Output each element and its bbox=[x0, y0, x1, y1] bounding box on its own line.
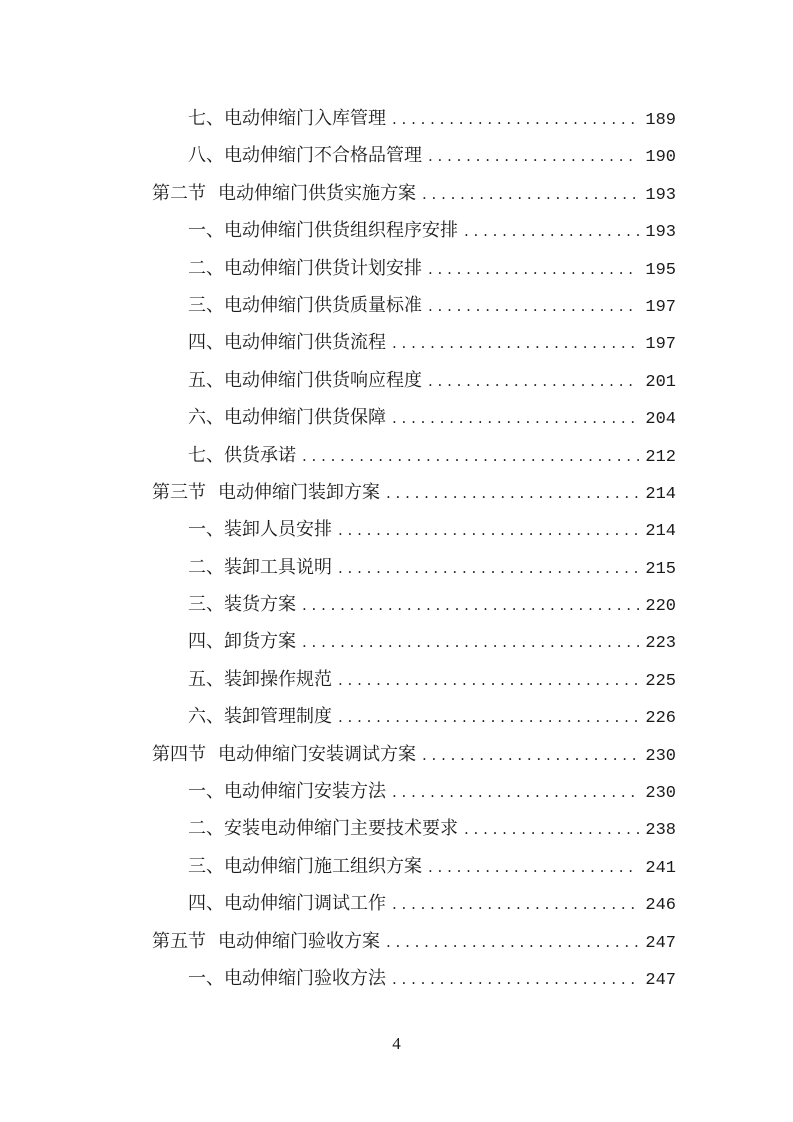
toc-entry-title: 二、装卸工具说明 bbox=[188, 556, 332, 578]
toc-leader-dots bbox=[428, 260, 639, 278]
toc-entry-page: 212 bbox=[645, 447, 676, 467]
toc-entry-page: 215 bbox=[645, 559, 676, 579]
toc-leader-dots bbox=[428, 858, 639, 876]
toc-leader-dots bbox=[338, 559, 639, 577]
toc-entry[interactable] bbox=[152, 403, 676, 440]
toc-section-entry[interactable] bbox=[152, 740, 676, 777]
toc-entry-page: 195 bbox=[645, 260, 676, 280]
toc-entry-title: 一、电动伸缩门安装方法 bbox=[188, 781, 386, 803]
toc-leader-dots bbox=[428, 297, 639, 315]
toc-entry-page: 223 bbox=[645, 634, 676, 654]
toc-entry-page: 214 bbox=[645, 522, 676, 542]
toc-leader-dots bbox=[302, 596, 639, 614]
toc-entry[interactable] bbox=[152, 553, 676, 590]
toc-entry-page: 190 bbox=[645, 148, 676, 168]
toc-leader-dots bbox=[386, 933, 639, 951]
toc-entry-page: 241 bbox=[645, 858, 676, 878]
toc-entry-page: 220 bbox=[645, 597, 676, 617]
toc-entry[interactable] bbox=[152, 852, 676, 889]
toc-entry-title: 三、电动伸缩门施工组织方案 bbox=[188, 855, 422, 877]
toc-entry[interactable] bbox=[152, 254, 676, 291]
toc-entry-title: 八、电动伸缩门不合格品管理 bbox=[188, 145, 422, 167]
toc-section-entry[interactable] bbox=[152, 927, 676, 964]
toc-entry-title: 电动伸缩门验收方案 bbox=[218, 930, 380, 952]
toc-section-entry[interactable] bbox=[152, 179, 676, 216]
toc-leader-dots bbox=[422, 746, 639, 764]
toc-leader-dots bbox=[386, 484, 639, 502]
toc-entry-page: 201 bbox=[645, 372, 676, 392]
toc-entry[interactable] bbox=[152, 328, 676, 365]
toc-entry-page: 226 bbox=[645, 709, 676, 729]
toc-entry-title: 电动伸缩门装卸方案 bbox=[218, 481, 380, 503]
page-number: 4 bbox=[392, 1034, 401, 1053]
table-of-contents bbox=[152, 104, 676, 1001]
toc-entry-title: 四、电动伸缩门调试工作 bbox=[188, 893, 386, 915]
toc-leader-dots bbox=[464, 820, 639, 838]
toc-entry-page: 247 bbox=[645, 933, 676, 953]
toc-entry[interactable] bbox=[152, 702, 676, 739]
toc-entry-page: 247 bbox=[645, 970, 676, 990]
toc-entry-title: 三、电动伸缩门供货质量标准 bbox=[188, 294, 422, 316]
toc-leader-dots bbox=[422, 185, 639, 203]
toc-leader-dots bbox=[392, 970, 639, 988]
toc-entry-title: 四、电动伸缩门供货流程 bbox=[188, 332, 386, 354]
toc-leader-dots bbox=[302, 633, 639, 651]
toc-leader-dots bbox=[392, 110, 639, 128]
toc-leader-dots bbox=[392, 334, 639, 352]
toc-entry[interactable] bbox=[152, 627, 676, 664]
toc-entry[interactable] bbox=[152, 366, 676, 403]
toc-entry-page: 189 bbox=[645, 111, 676, 130]
toc-leader-dots bbox=[338, 708, 639, 726]
toc-section-number: 第五节 bbox=[152, 930, 206, 952]
toc-entry[interactable] bbox=[152, 515, 676, 552]
toc-entry-title: 一、电动伸缩门供货组织程序安排 bbox=[188, 220, 458, 242]
toc-entry-page: 193 bbox=[645, 223, 676, 243]
toc-entry[interactable] bbox=[152, 665, 676, 702]
toc-entry[interactable] bbox=[152, 814, 676, 851]
toc-entry-title: 七、供货承诺 bbox=[188, 444, 296, 466]
toc-section-number: 第三节 bbox=[152, 481, 206, 503]
toc-entry-title: 五、电动伸缩门供货响应程度 bbox=[188, 369, 422, 391]
toc-entry-title: 三、装货方案 bbox=[188, 594, 296, 616]
toc-entry-title: 一、电动伸缩门验收方法 bbox=[188, 967, 386, 989]
toc-leader-dots bbox=[392, 895, 639, 913]
toc-entry-page: 230 bbox=[645, 746, 676, 766]
toc-section-entry[interactable] bbox=[152, 478, 676, 515]
toc-entry[interactable] bbox=[152, 291, 676, 328]
toc-entry[interactable] bbox=[152, 777, 676, 814]
toc-entry-title: 电动伸缩门安装调试方案 bbox=[218, 743, 416, 765]
toc-section-number: 第四节 bbox=[152, 743, 206, 765]
toc-entry-title: 电动伸缩门供货实施方案 bbox=[218, 182, 416, 204]
toc-entry-title: 二、电动伸缩门供货计划安排 bbox=[188, 257, 422, 279]
toc-leader-dots bbox=[302, 447, 639, 465]
toc-entry[interactable] bbox=[152, 964, 676, 1001]
toc-entry[interactable] bbox=[152, 216, 676, 253]
toc-section-number: 第二节 bbox=[152, 182, 206, 204]
toc-leader-dots bbox=[392, 783, 639, 801]
toc-entry-page: 225 bbox=[645, 671, 676, 691]
toc-entry-page: 197 bbox=[645, 297, 676, 317]
toc-entry-page: 204 bbox=[645, 410, 676, 430]
toc-leader-dots bbox=[428, 372, 639, 390]
toc-entry-title: 二、安装电动伸缩门主要技术要求 bbox=[188, 818, 458, 840]
toc-entry-title: 四、卸货方案 bbox=[188, 631, 296, 653]
toc-leader-dots bbox=[428, 147, 639, 165]
toc-entry-title: 六、装卸管理制度 bbox=[188, 706, 332, 728]
toc-entry-page: 214 bbox=[645, 484, 676, 504]
toc-entry[interactable] bbox=[152, 441, 676, 478]
toc-entry-title: 六、电动伸缩门供货保障 bbox=[188, 407, 386, 429]
toc-entry-page: 197 bbox=[645, 335, 676, 355]
toc-leader-dots bbox=[338, 521, 639, 539]
toc-entry-title: 一、装卸人员安排 bbox=[188, 519, 332, 541]
toc-entry[interactable] bbox=[152, 889, 676, 926]
toc-entry[interactable] bbox=[152, 141, 676, 178]
toc-entry-page: 230 bbox=[645, 784, 676, 804]
toc-entry-title: 五、装卸操作规范 bbox=[188, 668, 332, 690]
toc-entry-page: 193 bbox=[645, 185, 676, 205]
toc-entry-page: 238 bbox=[645, 821, 676, 841]
toc-entry-page: 246 bbox=[645, 896, 676, 916]
toc-leader-dots bbox=[338, 671, 639, 689]
toc-entry[interactable] bbox=[152, 104, 676, 141]
toc-entry[interactable] bbox=[152, 590, 676, 627]
toc-leader-dots bbox=[392, 409, 639, 427]
toc-leader-dots bbox=[464, 222, 639, 240]
toc-entry-title: 七、电动伸缩门入库管理 bbox=[188, 108, 386, 129]
